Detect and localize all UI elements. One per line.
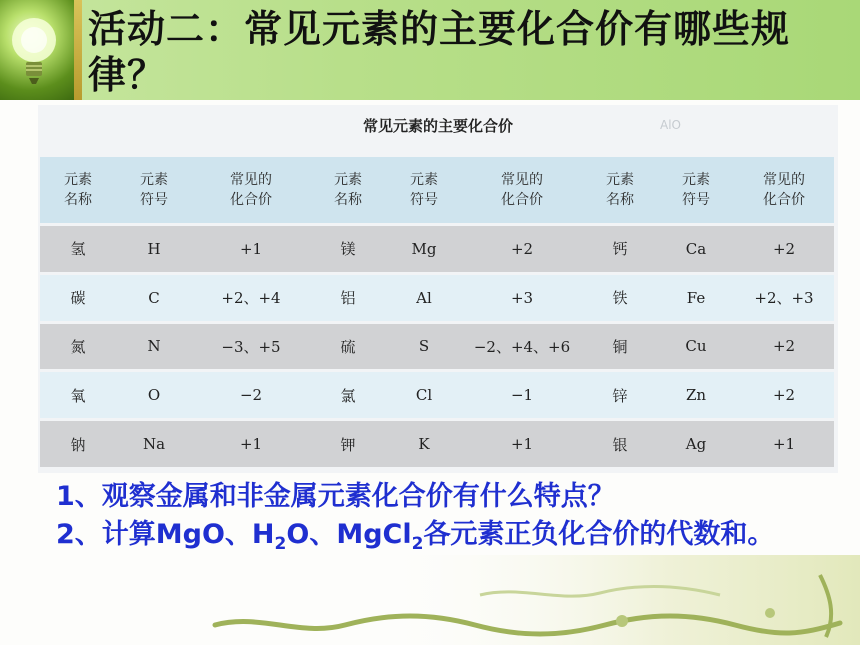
- header-cell: 常见的 化合价: [734, 157, 834, 223]
- table-cell: H: [116, 226, 192, 272]
- table-cell: +1: [734, 421, 834, 467]
- table-row: [40, 324, 834, 370]
- table-cell: −2、+4、+6: [462, 324, 582, 370]
- table-cell: +2: [734, 226, 834, 272]
- header-cell: 元素 符号: [116, 157, 192, 223]
- table-cell: +1: [192, 421, 310, 467]
- table-cell: 碳: [40, 275, 116, 321]
- table-cell: 铁: [582, 275, 658, 321]
- table-cell: 铝: [310, 275, 386, 321]
- header-cell: 元素 符号: [658, 157, 734, 223]
- table-cell: K: [386, 421, 462, 467]
- header-cell: 元素 名称: [40, 157, 116, 223]
- table-cell: S: [386, 324, 462, 370]
- table-cell: +2、+4: [192, 275, 310, 321]
- light-bulb-icon: [0, 0, 74, 100]
- table-cell: +2: [734, 324, 834, 370]
- table-cell: Cl: [386, 372, 462, 418]
- table-cell: +2: [462, 226, 582, 272]
- table-cell: 镁: [310, 226, 386, 272]
- table-cell: Fe: [658, 275, 734, 321]
- table-cell: −1: [462, 372, 582, 418]
- header-cell: 常见的 化合价: [462, 157, 582, 223]
- question-1: 1、观察金属和非金属元素化合价有什么特点？: [56, 481, 615, 512]
- slide-title: 活动二：常见元素的主要化合价有哪些规律？: [88, 7, 791, 97]
- table-cell: 银: [582, 421, 658, 467]
- question-2: [56, 516, 836, 563]
- table-cell: Cu: [658, 324, 734, 370]
- question-2-part: O、MgCl: [286, 519, 412, 550]
- table-cell: Zn: [658, 372, 734, 418]
- table-cell: C: [116, 275, 192, 321]
- table-cell: −2: [192, 372, 310, 418]
- table-cell: +3: [462, 275, 582, 321]
- table-cell: 氧: [40, 372, 116, 418]
- question-block: [56, 478, 836, 563]
- table-cell: 氮: [40, 324, 116, 370]
- table-cell: 硫: [310, 324, 386, 370]
- table-cell: 铜: [582, 324, 658, 370]
- subscript: 2: [411, 534, 424, 554]
- ghost-text: AlO: [660, 118, 681, 132]
- table-row: [40, 226, 834, 272]
- table-row: [40, 275, 834, 321]
- table-cell: 锌: [582, 372, 658, 418]
- table-cell: Mg: [386, 226, 462, 272]
- title-accent-bar: [74, 0, 82, 100]
- table-cell: Na: [116, 421, 192, 467]
- table-cell: 钙: [582, 226, 658, 272]
- table-row: [40, 421, 834, 467]
- table-cell: Al: [386, 275, 462, 321]
- table-cell: 钠: [40, 421, 116, 467]
- table-cell: +2、+3: [734, 275, 834, 321]
- table-cell: −3、+5: [192, 324, 310, 370]
- table-header-row: [40, 157, 834, 223]
- table-cell: +1: [462, 421, 582, 467]
- valence-table: [40, 154, 834, 470]
- table-cell: +2: [734, 372, 834, 418]
- table-cell: +1: [192, 226, 310, 272]
- vine-decoration: [0, 555, 860, 645]
- subscript: 2: [274, 534, 287, 554]
- header-cell: 常见的 化合价: [192, 157, 310, 223]
- header-cell: 元素 符号: [386, 157, 462, 223]
- header-cell: 元素 名称: [582, 157, 658, 223]
- table-row: [40, 372, 834, 418]
- table-cell: Ca: [658, 226, 734, 272]
- table-cell: 氢: [40, 226, 116, 272]
- table-caption: 常见元素的主要化合价: [362, 117, 513, 135]
- table-cell: N: [116, 324, 192, 370]
- table-cell: 氯: [310, 372, 386, 418]
- question-2-part: 各元素正负化合价的代数和。: [423, 519, 775, 550]
- header-cell: 元素 名称: [310, 157, 386, 223]
- table-cell: Ag: [658, 421, 734, 467]
- table-cell: 钾: [310, 421, 386, 467]
- question-2-part: 2、计算MgO、H: [56, 519, 275, 550]
- table-cell: O: [116, 372, 192, 418]
